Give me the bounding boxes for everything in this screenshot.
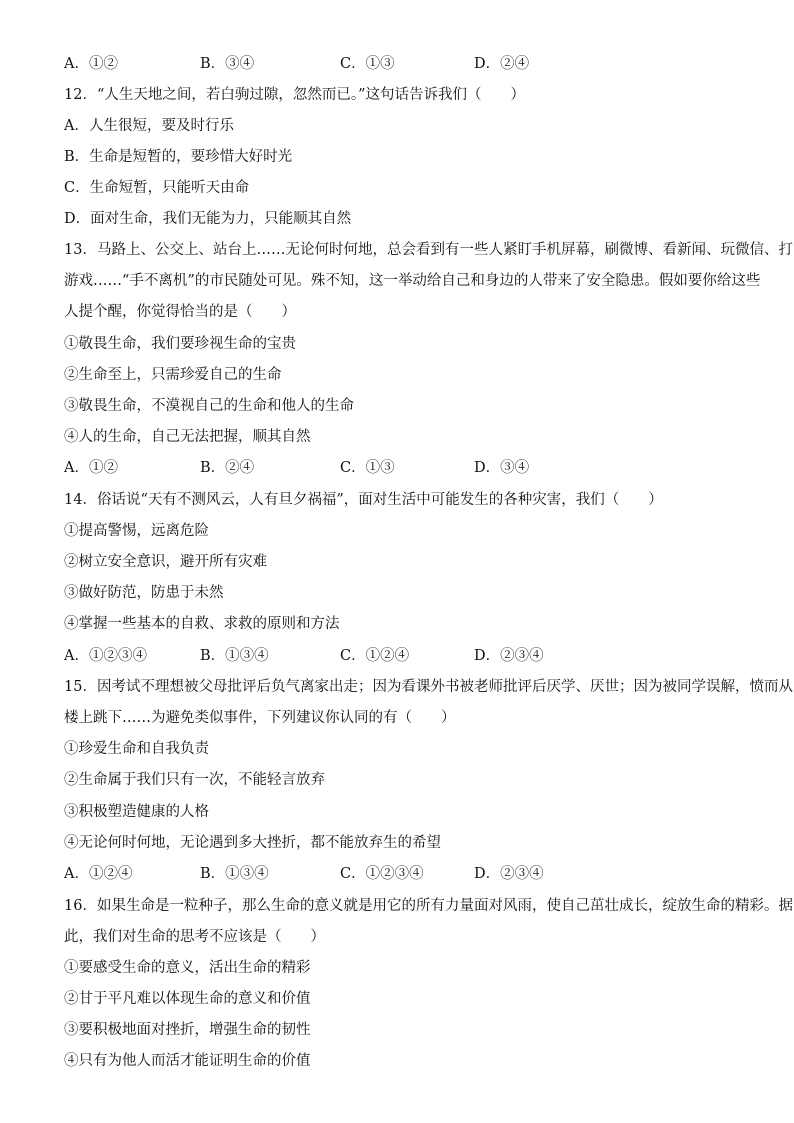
q13-stem-line-3: 人提个醒，你觉得恰当的是（ ）: [64, 304, 296, 320]
q11-option-b: B．③④: [200, 56, 255, 72]
q13-option-b: B．②④: [200, 460, 255, 476]
q14-item-2: ②树立安全意识，避开所有灾难: [64, 554, 267, 570]
q14-option-a: A．①②③④: [64, 648, 147, 664]
q12-option-d: D．面对生命，我们无能为力，只能顺其自然: [64, 211, 352, 227]
q11-option-c: C．①③: [340, 56, 395, 72]
q15-item-3: ③积极塑造健康的人格: [64, 804, 209, 820]
q13-item-2: ②生命至上，只需珍爱自己的生命: [64, 367, 282, 383]
q11-option-a: A．①②: [64, 56, 118, 72]
q15-stem-line-1: 15．因考试不理想被父母批评后负气离家出走；因为看课外书被老师批评后厌学、厌世；因为被同学误解，愤而从: [64, 679, 793, 695]
q16-item-2: ②甘于平凡难以体现生命的意义和价值: [64, 991, 311, 1007]
q12-option-a: A．人生很短，要及时行乐: [64, 118, 234, 134]
q13-stem-line-2: 游戏……“手不离机”的市民随处可见。殊不知，这一举动给自己和身边的人带来了安全隐患。假如要你给这些: [64, 273, 761, 289]
q13-item-3: ③敬畏生命，不漠视自己的生命和他人的生命: [64, 398, 354, 414]
q15-item-2: ②生命属于我们只有一次，不能轻言放弃: [64, 772, 325, 788]
q16-item-3: ③要积极地面对挫折，增强生命的韧性: [64, 1022, 311, 1038]
q14-item-3: ③做好防范，防患于未然: [64, 585, 224, 601]
q14-option-c: C．①②④: [340, 648, 410, 664]
q16-stem-line-1: 16．如果生命是一粒种子，那么生命的意义就是用它的所有力量面对风雨，使自己茁壮成长，绽放生命的精彩。据: [64, 898, 793, 914]
q12-stem: 12．“人生天地之间，若白驹过隙，忽然而已。”这句话告诉我们（ ）: [64, 87, 526, 103]
q11-option-d: D．②④: [474, 56, 530, 72]
q13-stem-line-1: 13．马路上、公交上、站台上……无论何时何地，总会看到有一些人紧盯手机屏幕，刷微博、看新闻、玩微信、打: [64, 242, 793, 258]
q13-item-4: ④人的生命，自己无法把握，顺其自然: [64, 429, 311, 445]
q13-option-a: A．①②: [64, 460, 118, 476]
q15-option-a: A．①②④: [64, 866, 133, 882]
q13-option-c: C．①③: [340, 460, 395, 476]
q13-option-d: D．③④: [474, 460, 530, 476]
q14-item-4: ④掌握一些基本的自救、求救的原则和方法: [64, 616, 340, 632]
q13-item-1: ①敬畏生命，我们要珍视生命的宝贵: [64, 336, 296, 352]
q15-item-1: ①珍爱生命和自我负责: [64, 741, 209, 757]
q15-option-c: C．①②③④: [340, 866, 424, 882]
q16-item-4: ④只有为他人而活才能证明生命的价值: [64, 1053, 311, 1069]
q14-option-d: D．②③④: [474, 648, 544, 664]
q15-stem-line-2: 楼上跳下……为避免类似事件，下列建议你认同的有（ ）: [64, 710, 456, 726]
q16-stem-line-2: 此，我们对生命的思考不应该是（ ）: [64, 929, 325, 945]
q14-option-b: B．①③④: [200, 648, 269, 664]
q14-stem: 14．俗话说“天有不测风云，人有旦夕祸福”，面对生活中可能发生的各种灾害，我们（ ）: [64, 492, 663, 508]
q14-item-1: ①提高警惕，远离危险: [64, 523, 209, 539]
q16-item-1: ①要感受生命的意义，活出生命的精彩: [64, 960, 311, 976]
q15-option-b: B．①③④: [200, 866, 269, 882]
q12-option-c: C．生命短暂，只能听天由命: [64, 180, 250, 196]
q12-option-b: B．生命是短暂的，要珍惜大好时光: [64, 149, 293, 165]
q15-item-4: ④无论何时何地，无论遇到多大挫折，都不能放弃生的希望: [64, 835, 441, 851]
q15-option-d: D．②③④: [474, 866, 544, 882]
